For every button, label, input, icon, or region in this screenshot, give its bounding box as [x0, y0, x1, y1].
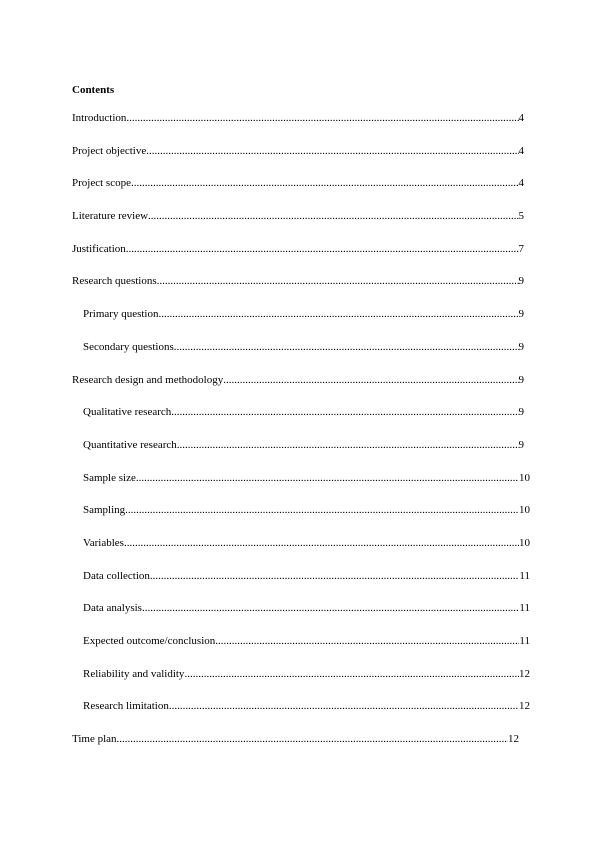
toc-entry-page-number: 9 [518, 406, 524, 419]
toc-entry[interactable] [72, 634, 530, 667]
toc-entry-page-number: 10 [519, 504, 530, 517]
toc-dot-leader [150, 569, 520, 583]
toc-dot-leader [157, 274, 519, 288]
toc-entry-page-number: 9 [518, 340, 524, 353]
toc-entry-page-number: 4 [518, 112, 524, 124]
toc-dot-leader [169, 699, 519, 713]
toc-entry[interactable] [72, 667, 530, 700]
toc-dot-leader [148, 209, 518, 223]
toc-entry-page-number: 7 [518, 242, 524, 255]
toc-entry-page-number: 11 [519, 635, 530, 647]
toc-entry[interactable] [72, 438, 524, 471]
toc-entry[interactable] [72, 209, 524, 242]
toc-entry-page-number: 12 [519, 700, 530, 713]
toc-entry[interactable] [72, 144, 524, 177]
toc-dot-leader [174, 340, 519, 354]
toc-dot-leader [131, 176, 519, 190]
toc-entry[interactable] [72, 373, 524, 406]
toc-dot-leader [184, 667, 519, 681]
toc-dot-leader [124, 536, 519, 550]
toc-entry[interactable] [72, 242, 524, 275]
toc-entry-label: Quantitative research [83, 438, 177, 451]
toc-entry[interactable] [72, 111, 524, 144]
toc-entry-page-number: 4 [518, 144, 524, 157]
toc-dot-leader [177, 438, 519, 452]
toc-entry-label: Research limitation [83, 700, 169, 713]
toc-entry[interactable] [72, 274, 524, 307]
toc-dot-leader [126, 242, 519, 256]
toc-entry[interactable] [72, 307, 524, 340]
table-of-contents [72, 111, 530, 765]
toc-dot-leader [158, 307, 518, 321]
toc-entry-page-number: 10 [519, 471, 530, 484]
toc-entry-page-number: 5 [518, 210, 524, 223]
toc-dot-leader [215, 634, 519, 648]
toc-entry[interactable] [72, 699, 530, 732]
toc-entry-page-number: 12 [508, 733, 519, 746]
toc-entry-label: Reliability and validity [83, 667, 185, 680]
toc-entry-label: Primary question [83, 308, 159, 321]
toc-entry-label: Time plan [72, 733, 117, 746]
toc-dot-leader [142, 601, 519, 615]
toc-entry-label: Qualitative research [83, 406, 172, 419]
toc-entry-page-number: 9 [518, 275, 524, 288]
toc-entry-label: Justification [72, 242, 126, 255]
toc-entry-label: Secondary questions [83, 340, 174, 353]
toc-entry[interactable] [72, 176, 524, 209]
toc-entry[interactable] [72, 569, 530, 602]
toc-dot-leader [125, 503, 519, 517]
toc-entry[interactable] [72, 536, 530, 569]
toc-entry-page-number: 11 [519, 602, 530, 615]
toc-entry-page-number: 11 [519, 569, 530, 582]
toc-entry[interactable] [72, 471, 530, 504]
toc-entry-label: Expected outcome/conclusion [83, 635, 216, 647]
toc-entry-page-number: 12 [519, 667, 530, 680]
toc-entry-label: Research questions [72, 275, 157, 288]
toc-entry-label: Research design and methodology [72, 373, 224, 386]
toc-dot-leader [223, 373, 518, 387]
toc-entry-page-number: 4 [518, 177, 524, 190]
toc-entry-label: Sample size [83, 471, 136, 484]
toc-entry[interactable] [72, 601, 530, 634]
toc-entry-page-number: 9 [518, 308, 524, 321]
toc-entry[interactable] [72, 340, 524, 373]
toc-entry-label: Data collection [83, 569, 150, 582]
toc-entry-page-number: 9 [518, 373, 524, 386]
toc-entry-page-number: 9 [518, 438, 524, 451]
toc-entry-label: Variables [83, 536, 124, 549]
toc-dot-leader [136, 471, 519, 485]
toc-entry[interactable] [72, 732, 519, 765]
toc-entry[interactable] [72, 503, 530, 536]
toc-dot-leader [146, 144, 518, 158]
toc-entry[interactable] [72, 405, 524, 438]
toc-dot-leader [126, 111, 518, 125]
toc-dot-leader [117, 732, 508, 746]
toc-entry-label: Sampling [83, 504, 126, 517]
toc-entry-label: Introduction [72, 112, 127, 124]
toc-entry-label: Data analysis [83, 602, 142, 615]
toc-entry-label: Project objective [72, 144, 147, 157]
toc-title: Contents [72, 84, 115, 96]
toc-entry-label: Literature review [72, 210, 149, 223]
toc-entry-page-number: 10 [519, 536, 530, 549]
toc-entry-label: Project scope [72, 177, 131, 190]
toc-dot-leader [171, 405, 518, 419]
